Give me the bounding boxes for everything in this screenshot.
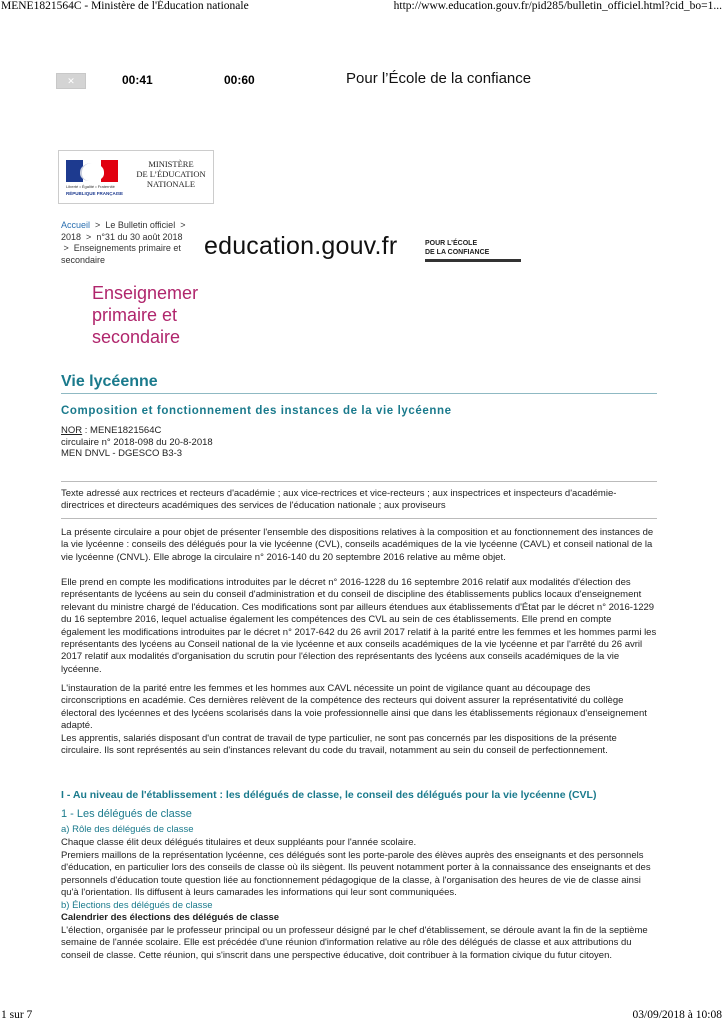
heading-calendrier: Calendrier des élections des délégués de classe: [61, 912, 280, 923]
men-ref: MEN DNVL - DGESCO B3-3: [61, 448, 183, 459]
close-icon: ✕: [67, 76, 75, 86]
breadcrumb-item-bo[interactable]: Le Bulletin officiel: [105, 220, 176, 230]
heading-elections: b) Élections des délégués de classe: [61, 900, 213, 911]
ministry-logo[interactable]: [58, 150, 214, 204]
heading-section-I: I - Au niveau de l'établissement : les délégués de classe, le conseil des délégués pour la vie lycéenne (CVL): [61, 789, 597, 801]
breadcrumb-item-year[interactable]: 2018: [61, 231, 82, 242]
paragraph-3: L'instauration de la parité entre les femmes et les hommes aux CAVL nécessite un point de vigilance quant au découpage des circonscriptions en académie. Ces dernières relèvent de la compétence des recteurs qui doivent assurer la représentativité du collège électoral des lycéennes et des lycéens scolarisés dans la voie professionnelle ainsi que dans les établissements régionaux d'enseignement adapté.: [61, 683, 647, 732]
logo-bar: [425, 259, 521, 262]
nor-value: : MENE1821564C: [82, 425, 162, 436]
nor-line: [61, 425, 213, 437]
heading-delegues: 1 - Les délégués de classe: [61, 808, 192, 820]
paragraph-2: Elle prend en compte les modifications introduites par le décret n° 2016-1228 du 16 septembre 2016 relatif aux modalités d'élection des représentants de lycéens au sein du conseil d'administration et du conseil de discipline des établissements publics locaux d'enseignement relevant du ministre chargé de l'éducation. Ces modifications sont par ailleurs étendues aux établissements d'État par le décret n° 2016-1229 du 16 septembre 2016, lequel actualise également les compétences des CVL au sein de ces établissements. Elle prend en compte également les modifications introduites par le décret n° 2017-642 du 26 avril 2017 relatif à la parité entre les femmes et les hommes parmi les représentants des lycéens au Conseil national de la vie lycéenne et aux conseils académiques de la vie lycéenne et par l'arrêté du 26 avril 2017 relatif aux modalités d'organisation du scrutin pour l'élection des représentants des lycéens aux conseils académiques de la vie lycéenne.: [61, 577, 657, 675]
heading-role-delegues: a) Rôle des délégués de classe: [61, 824, 194, 835]
article-title: Composition et fonctionnement des instances de la vie lycéenne: [61, 405, 452, 417]
section-title: [92, 282, 198, 348]
paragraph-5: Chaque classe élit deux délégués titulaires et deux suppléants pour l'année scolaire.: [61, 837, 417, 848]
breadcrumb-home[interactable]: Accueil: [61, 220, 91, 230]
logo-devise: Liberté • Égalité • Fraternité: [66, 184, 115, 189]
addressees: Texte adressé aux rectrices et recteurs d'académie ; aux vice-rectrices et vice-recteurs ; aux inspectrices et inspecteurs d'académie-directrices et directeurs académiques des services de l'éducation nationale ; aux proviseurs: [61, 488, 617, 512]
breadcrumb-sep: >: [63, 243, 69, 253]
paragraph-1: La présente circulaire a pour objet de présenter l'ensemble des dispositions relatives à la composition et au fonctionnement des instances de la vie lycéenne : conseils des délégués pour la vie lycéenne (CVL), conseils académiques de la vie lycéenne (CAVL) et conseil national de la vie lycéenne (CNVL). Elle abroge la circulaire n° 2016-140 du 20 septembre 2016 relative au même objet.: [61, 527, 654, 563]
pour-ecole-line2: DE LA CONFIANCE: [425, 249, 490, 256]
paragraph-4: Les apprentis, salariés disposant d'un contrat de travail de type particulier, ne sont pas concernés par les dispositions de la présente circulaire. Ils sont représentés au sein d'instances relevant du code du travail, notamment au sein du conseil de perfectionnement.: [61, 733, 617, 757]
print-footer-date: 03/09/2018 à 10:08: [632, 1009, 722, 1021]
site-logo[interactable]: education.gouv.fr: [204, 232, 398, 260]
section-title-line2: primaire et: [92, 305, 178, 325]
print-header-title: MENE1821564C - Ministère de l'Éducation nationale: [1, 0, 249, 12]
ministry-name-line2: DE L’ÉDUCATION: [136, 169, 206, 179]
print-footer: [0, 1008, 724, 1024]
section-title-line1: Enseignemer: [92, 283, 199, 303]
marianne-icon: [66, 160, 118, 182]
ministry-name-line1: MINISTÈRE: [148, 159, 194, 169]
media-bar: [56, 70, 656, 92]
page-title: Vie lycéenne: [61, 373, 657, 394]
paragraph-7: L'élection, organisée par le professeur principal ou un professeur désigné par le chef d'établissement, se déroule avant la fin de la septième semaine de l'année scolaire. Elle est précédée d'une réunion d'information relative au rôle des délégués de classe et aux attributions du conseil de classe. Cette réunion, qui s'inscrit dans une perspective éducative, doit contribuer à la formation civique du futur citoyen.: [61, 925, 648, 961]
logo-republique: RÉPUBLIQUE FRANÇAISE: [66, 191, 124, 196]
media-time-total: 00:60: [224, 73, 255, 87]
breadcrumb-sep: >: [180, 220, 186, 230]
circulaire-ref: circulaire n° 2018-098 du 20-8-2018: [61, 436, 213, 448]
breadcrumb-item-section[interactable]: Enseignements primaire et secondaire: [61, 243, 181, 265]
pour-ecole-line1: POUR L’ÉCOLE: [425, 240, 478, 247]
ministry-name-line3: NATIONALE: [146, 179, 196, 189]
breadcrumb: [61, 220, 196, 266]
breadcrumb-item-issue[interactable]: n°31 du 30 août 2018: [96, 231, 183, 242]
article-references: [61, 425, 213, 460]
print-header: [0, 0, 724, 14]
section-title-line3: secondaire: [92, 327, 181, 347]
media-slogan: Pour l’École de la confiance: [346, 70, 532, 87]
ministry-name: [133, 159, 209, 189]
pour-ecole-logo: [425, 239, 521, 262]
print-footer-page: 1 sur 7: [1, 1009, 33, 1021]
media-thumbnail[interactable]: [56, 73, 86, 89]
paragraph-6: Premiers maillons de la représentation lycéenne, ces délégués sont les porte-parole des élèves auprès des enseignants et des personnels d'éducation, en particulier lors des conseils de classe où ils siègent. Ils peuvent notamment porter à la connaissance des enseignants et des personnels d'éducation toute question liée au fonctionnement pédagogique de la classe, à l'organisation des heures de vie de classe ainsi qu'à l'orientation. Ils diffusent à leurs camarades les informations qui leur sont communiquées.: [61, 850, 651, 899]
breadcrumb-sep: >: [95, 220, 101, 230]
nor-label[interactable]: NOR: [61, 425, 83, 436]
print-header-url: http://www.education.gouv.fr/pid285/bulletin_officiel.html?cid_bo=1...: [393, 0, 722, 12]
breadcrumb-sep: >: [86, 231, 92, 242]
divider: [61, 481, 657, 482]
divider: [61, 518, 657, 519]
media-time-current: 00:41: [122, 73, 153, 87]
